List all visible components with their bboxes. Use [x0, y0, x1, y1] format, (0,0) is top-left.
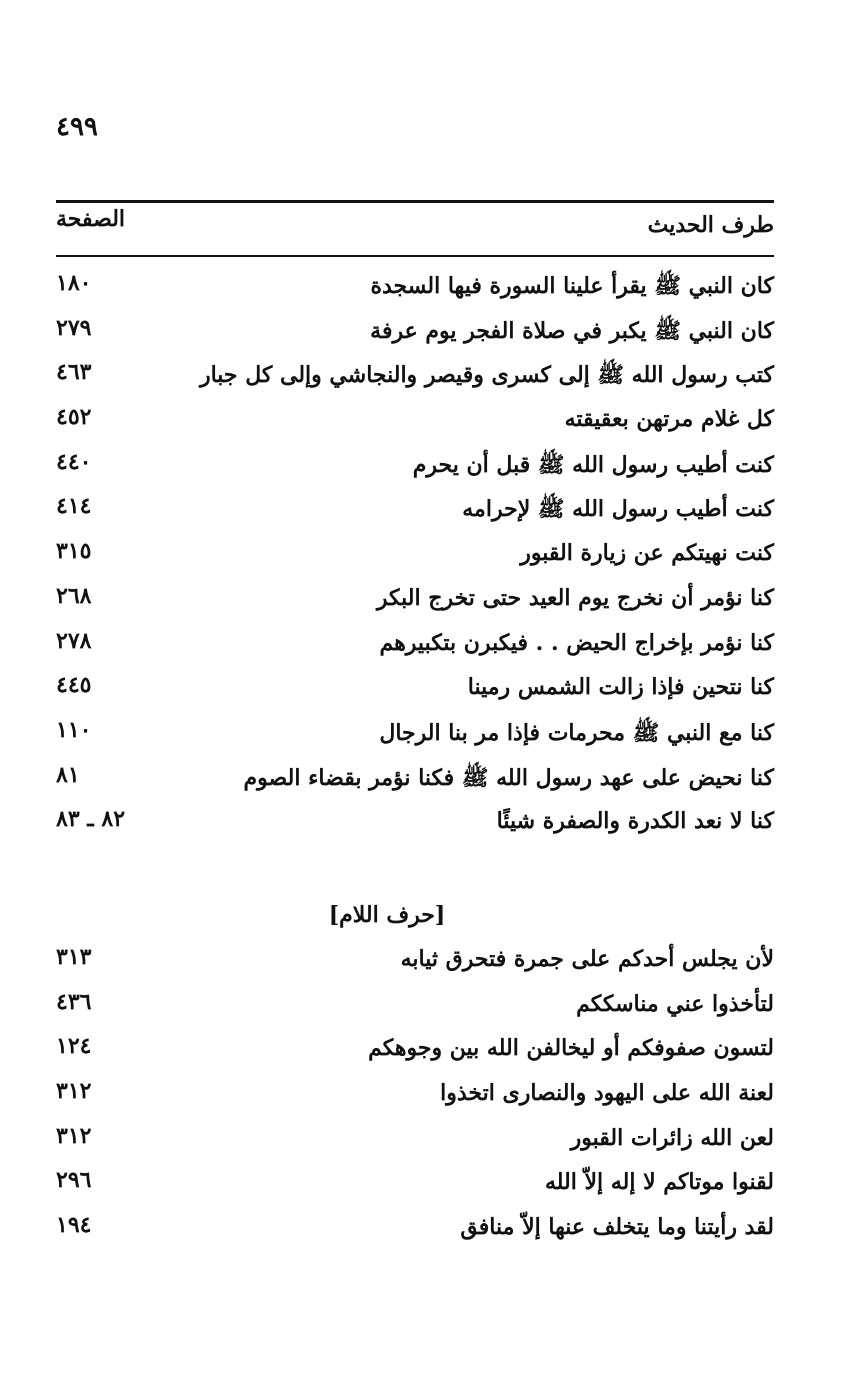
hadith-text: كنا نحيض على عهد رسول الله ﷺ فكنا نؤمر بقضاء الصوم: [243, 764, 774, 791]
list-item: [56, 804, 774, 849]
hadith-text: لتأخذوا عني مناسككم: [576, 990, 774, 1017]
list-item: [56, 447, 774, 492]
hadith-text: لعنة الله على اليهود والنصارى اتخذوا: [440, 1080, 774, 1107]
list-item: [56, 626, 774, 671]
page-ref: ٢٩٦: [56, 1167, 92, 1194]
list-item: [56, 313, 774, 358]
list-item: [56, 987, 774, 1032]
section-heading-lam: [حرف اللام]: [328, 902, 446, 928]
hadith-text: كنا نتحين فإذا زالت الشمس رمينا: [467, 674, 774, 701]
page-ref: ٣١٢: [56, 1122, 92, 1149]
hadith-text: كل غلام مرتهن بعقيقته: [564, 406, 774, 433]
list-item: [56, 491, 774, 536]
index-list-kaf: [56, 268, 774, 849]
hadith-text: لقنوا موتاكم لا إله إلاّ الله: [544, 1169, 774, 1196]
page-ref: ٢٧٩: [56, 314, 92, 341]
list-item: [56, 402, 774, 447]
index-list-lam: [56, 942, 774, 1255]
page-ref: ٤٤٥: [56, 672, 92, 699]
hadith-text: كنت أطيب رسول الله ﷺ قبل أن يحرم: [412, 451, 774, 478]
hadith-text: لأن يجلس أحدكم على جمرة فتحرق ثيابه: [400, 946, 774, 972]
hadith-text: لعن الله زائرات القبور: [570, 1124, 774, 1151]
hadith-text: كتب رسول الله ﷺ إلى كسرى وقيصر والنجاشي وإلى كل جبار: [199, 362, 774, 389]
list-item: [56, 1165, 774, 1210]
list-item: [56, 715, 774, 760]
hadith-text: كنت نهيتكم عن زيارة القبور: [520, 540, 774, 567]
page-ref: ٤٤٠: [56, 448, 92, 475]
hadith-text: لقد رأيتنا وما يتخلف عنها إلاّ منافق: [460, 1214, 774, 1241]
header-bottom-rule: [56, 255, 774, 257]
list-item: [56, 268, 774, 313]
list-item: [56, 536, 774, 581]
table-header: [56, 206, 774, 250]
list-item: [56, 1076, 774, 1121]
hadith-text: كنا لا نعد الكدرة والصفرة شيئًا: [496, 808, 774, 835]
page-ref: ٤٥٢: [56, 404, 92, 431]
page-ref: ٤٦٣: [56, 359, 92, 386]
list-item: [56, 1031, 774, 1076]
page-column-heading: الصفحة: [56, 206, 126, 232]
hadith-text: كان النبي ﷺ يكبر في صلاة الفجر يوم عرفة: [370, 317, 774, 344]
page-ref: ٢٧٨: [56, 627, 92, 654]
page-ref: ٣١٣: [56, 944, 92, 970]
hadith-text: كنا نؤمر أن نخرج يوم العيد حتى تخرج البكر: [376, 584, 774, 611]
hadith-text: كنا مع النبي ﷺ محرمات فإذا مر بنا الرجال: [379, 719, 774, 746]
list-item: [56, 942, 774, 987]
hadith-text: كنت أطيب رسول الله ﷺ لإحرامه: [462, 496, 774, 523]
list-item: [56, 1121, 774, 1166]
header-top-rule: [56, 200, 774, 203]
hadith-text: لتسون صفوفكم أو ليخالفن الله بين وجوهكم: [368, 1035, 774, 1062]
page-ref: ١٨٠: [56, 270, 92, 296]
list-item: [56, 581, 774, 626]
list-item: [56, 670, 774, 715]
list-item: [56, 357, 774, 402]
hadith-text: كنا نؤمر بإخراج الحيض . . فيكبرن بتكبيرهم: [379, 629, 774, 656]
page-ref: ٤١٤: [56, 493, 92, 520]
page-ref: ٢٦٨: [56, 582, 92, 609]
page-ref: ١١٠: [56, 716, 92, 743]
hadith-text: كان النبي ﷺ يقرأ علينا السورة فيها السجدة: [370, 273, 774, 299]
hadith-column-heading: طرف الحديث: [647, 212, 774, 238]
page-number: ٤٩٩: [56, 112, 98, 142]
list-item: [56, 1210, 774, 1255]
page-ref: ٤٣٦: [56, 988, 92, 1015]
page-ref: ٣١٢: [56, 1078, 92, 1105]
list-item: [56, 760, 774, 805]
page-ref: ٣١٥: [56, 538, 92, 565]
page-ref: ٨٢ ـ ٨٣: [56, 806, 126, 833]
page-ref: ١٢٤: [56, 1033, 92, 1060]
page-ref: ١٩٤: [56, 1212, 92, 1239]
page-ref: ٨١: [56, 761, 80, 788]
